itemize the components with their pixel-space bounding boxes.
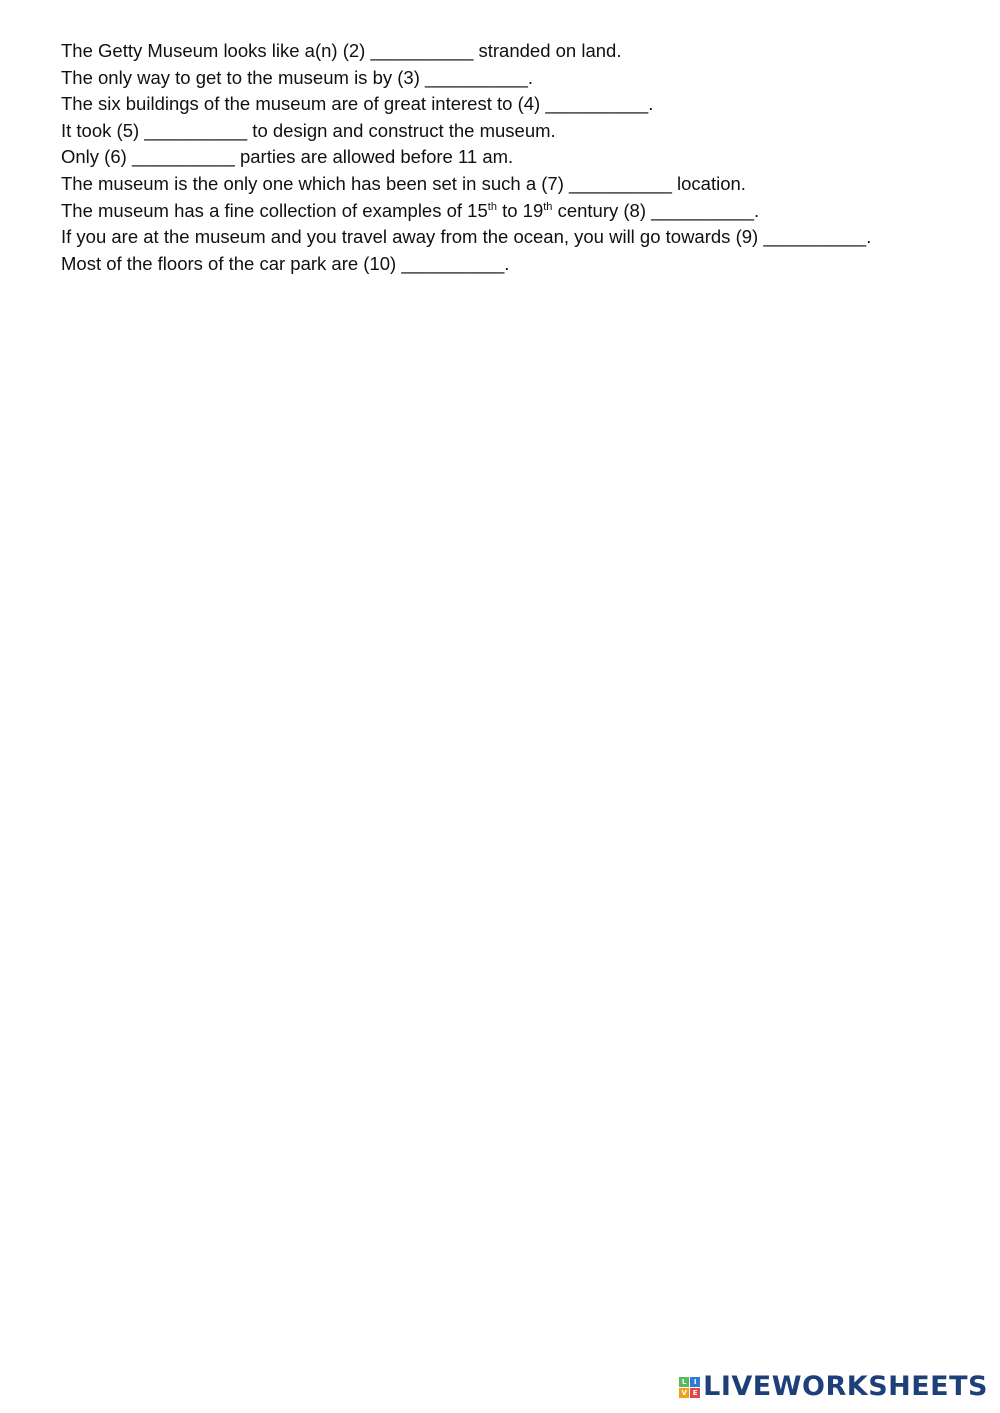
- question-8: [61, 198, 981, 225]
- question-4: [61, 91, 981, 118]
- answer-blank-4: __________: [545, 93, 649, 115]
- question-8-superscript-2: th: [543, 200, 553, 213]
- question-3: [61, 65, 981, 92]
- liveworksheets-logo-mark-icon: [679, 1377, 700, 1398]
- question-9: [61, 224, 981, 251]
- question-9-text-before: If you are at the museum and you travel away from the ocean, you will go towards (9): [61, 226, 764, 248]
- liveworksheets-logo-text: LIVEWORKSHEETS: [703, 1371, 988, 1402]
- liveworksheets-logo: [679, 1373, 988, 1401]
- question-2-text-after: stranded on land.: [473, 40, 622, 61]
- question-8-text-part3: century (8): [552, 199, 652, 221]
- question-5-text-before: It took (5): [61, 119, 145, 141]
- question-3-text-before: The only way to get to the museum is by (3): [61, 66, 425, 88]
- question-10-text-before: Most of the floors of the car park are (10): [61, 252, 402, 274]
- logo-mark-letter-v: V: [679, 1388, 689, 1398]
- logo-mark-letter-l: L: [679, 1377, 689, 1387]
- question-6-text-before: Only (6): [61, 146, 132, 168]
- answer-blank-10: __________: [401, 252, 505, 274]
- question-7-text-after: location.: [671, 172, 746, 194]
- question-3-text-after: .: [527, 66, 534, 88]
- logo-mark-letter-e: E: [690, 1388, 700, 1398]
- question-5: [61, 118, 981, 145]
- answer-blank-7: __________: [569, 172, 672, 194]
- question-8-superscript-1: th: [487, 200, 497, 213]
- question-10-text-after: .: [504, 252, 510, 274]
- answer-blank-5: __________: [144, 119, 248, 141]
- question-6: [61, 144, 981, 171]
- question-4-text-after: .: [648, 93, 654, 115]
- question-2: [61, 38, 981, 65]
- question-5-text-after: to design and construct the museum.: [247, 119, 556, 141]
- answer-blank-9: __________: [763, 226, 867, 248]
- question-6-text-after: parties are allowed before 11 am.: [234, 146, 514, 168]
- question-8-text-after: .: [754, 199, 760, 221]
- answer-blank-2: __________: [370, 40, 474, 61]
- question-7-text-before: The museum is the only one which has been set in such a (7): [61, 172, 569, 194]
- question-2-text-before: The Getty Museum looks like a(n) (2): [61, 40, 371, 61]
- question-7: [61, 171, 981, 198]
- answer-blank-6: __________: [131, 146, 235, 168]
- question-8-text-part2: to 19: [496, 199, 544, 221]
- answer-blank-8: __________: [651, 199, 755, 221]
- logo-mark-letter-i: I: [690, 1377, 700, 1387]
- question-8-text-part1: The museum has a fine collection of examples of 15: [61, 199, 488, 221]
- worksheet-body: [61, 38, 981, 277]
- question-4-text-before: The six buildings of the museum are of great interest to (4): [61, 93, 546, 115]
- answer-blank-3: __________: [425, 66, 528, 88]
- question-10: [61, 251, 981, 278]
- question-9-text-after: .: [866, 226, 872, 248]
